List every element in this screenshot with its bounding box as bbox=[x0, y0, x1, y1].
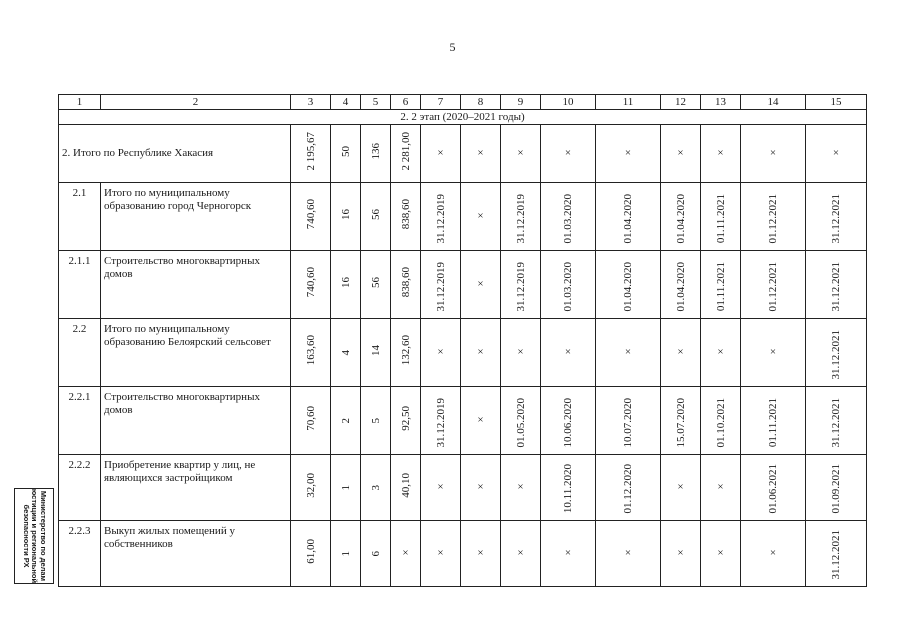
cell-col-10 bbox=[541, 183, 596, 251]
cell-value: 136 bbox=[369, 143, 382, 160]
cell-col-15 bbox=[806, 387, 867, 455]
cell-col-9 bbox=[501, 319, 541, 387]
cell-col-13 bbox=[701, 521, 741, 587]
cell-value: 01.11.2021 bbox=[767, 397, 779, 447]
stage-header-row bbox=[59, 110, 867, 125]
cell-col-13 bbox=[701, 183, 741, 251]
cell-col-6 bbox=[391, 125, 421, 183]
cell-col-9 bbox=[501, 183, 541, 251]
column-number: 10 bbox=[541, 95, 596, 110]
cell-value: 1 bbox=[339, 550, 352, 556]
cell-col-5 bbox=[361, 125, 391, 183]
cell-col-6 bbox=[391, 455, 421, 521]
column-number: 3 bbox=[291, 95, 331, 110]
cell-col-14 bbox=[741, 387, 806, 455]
cell-value: 31.12.2019 bbox=[514, 193, 527, 243]
column-number: 1 bbox=[59, 95, 101, 110]
cell-value: 838,60 bbox=[399, 199, 412, 230]
cell-value: 16 bbox=[339, 209, 352, 220]
not-applicable-mark: × bbox=[437, 147, 444, 159]
cell-col-7 bbox=[421, 387, 461, 455]
cell-col-6 bbox=[391, 521, 421, 587]
table-row bbox=[59, 387, 867, 455]
schedule-table bbox=[58, 94, 867, 587]
cell-col-8 bbox=[461, 251, 501, 319]
table-row bbox=[59, 521, 867, 587]
not-applicable-mark: × bbox=[477, 278, 484, 290]
not-applicable-mark: × bbox=[517, 346, 524, 358]
not-applicable-mark: × bbox=[717, 147, 724, 159]
not-applicable-mark: × bbox=[477, 147, 484, 159]
cell-value: 01.09.2021 bbox=[830, 463, 842, 513]
cell-col-8 bbox=[461, 387, 501, 455]
column-number: 7 bbox=[421, 95, 461, 110]
not-applicable-mark: × bbox=[717, 481, 724, 493]
column-number: 6 bbox=[391, 95, 421, 110]
cell-col-7 bbox=[421, 251, 461, 319]
cell-col-8 bbox=[461, 183, 501, 251]
column-number-row bbox=[59, 95, 867, 110]
row-number: 2.1 bbox=[59, 183, 101, 251]
cell-value: 838,60 bbox=[399, 267, 412, 298]
cell-col-6 bbox=[391, 319, 421, 387]
cell-value: 31.12.2021 bbox=[830, 529, 842, 579]
cell-value: 31.12.2019 bbox=[514, 261, 527, 311]
cell-col-3 bbox=[291, 319, 331, 387]
cell-value: 01.11.2021 bbox=[714, 261, 727, 311]
cell-value: 2 bbox=[339, 417, 352, 423]
not-applicable-mark: × bbox=[677, 547, 684, 559]
cell-col-12 bbox=[661, 387, 701, 455]
cell-col-9 bbox=[501, 125, 541, 183]
not-applicable-mark: × bbox=[517, 547, 524, 559]
column-number: 14 bbox=[741, 95, 806, 110]
cell-value: 3 bbox=[369, 484, 382, 490]
cell-value: 31.12.2021 bbox=[830, 261, 842, 311]
not-applicable-mark: × bbox=[564, 547, 572, 559]
cell-col-6 bbox=[391, 387, 421, 455]
cell-value: 01.04.2020 bbox=[622, 193, 634, 243]
cell-col-14 bbox=[741, 319, 806, 387]
cell-col-11 bbox=[596, 387, 661, 455]
cell-value: 163,60 bbox=[304, 335, 317, 366]
not-applicable-mark: × bbox=[437, 547, 444, 559]
row-label: Выкуп жилых помещений у собственников bbox=[101, 521, 291, 587]
stamp-text: Министерство по делам юстиции и региональной безопасности РХ bbox=[21, 488, 48, 584]
cell-value: 01.04.2020 bbox=[674, 193, 687, 243]
cell-value: 15.07.2020 bbox=[674, 397, 687, 447]
cell-col-3 bbox=[291, 183, 331, 251]
cell-col-11 bbox=[596, 183, 661, 251]
cell-col-5 bbox=[361, 319, 391, 387]
not-applicable-mark: × bbox=[769, 346, 777, 358]
cell-col-10 bbox=[541, 251, 596, 319]
cell-value: 4 bbox=[339, 349, 352, 355]
cell-col-10 bbox=[541, 125, 596, 183]
cell-col-9 bbox=[501, 455, 541, 521]
cell-value: 01.04.2020 bbox=[674, 261, 687, 311]
cell-value: 01.12.2021 bbox=[767, 261, 779, 311]
cell-value: 6 bbox=[369, 550, 382, 556]
cell-value: 01.12.2021 bbox=[767, 193, 779, 243]
cell-col-8 bbox=[461, 455, 501, 521]
cell-col-4 bbox=[331, 521, 361, 587]
table-row bbox=[59, 319, 867, 387]
cell-col-11 bbox=[596, 319, 661, 387]
not-applicable-mark: × bbox=[624, 547, 632, 559]
row-number: 2.2.2 bbox=[59, 455, 101, 521]
cell-col-5 bbox=[361, 183, 391, 251]
cell-value: 61,00 bbox=[304, 539, 317, 564]
cell-col-11 bbox=[596, 455, 661, 521]
cell-col-3 bbox=[291, 455, 331, 521]
cell-value: 01.03.2020 bbox=[562, 261, 574, 311]
cell-col-8 bbox=[461, 521, 501, 587]
cell-col-9 bbox=[501, 387, 541, 455]
cell-col-15 bbox=[806, 125, 867, 183]
cell-col-5 bbox=[361, 387, 391, 455]
cell-value: 32,00 bbox=[304, 473, 317, 498]
cell-col-12 bbox=[661, 183, 701, 251]
registration-stamp bbox=[14, 488, 54, 584]
cell-value: 1 bbox=[339, 484, 352, 490]
not-applicable-mark: × bbox=[477, 547, 484, 559]
cell-col-12 bbox=[661, 455, 701, 521]
column-number: 11 bbox=[596, 95, 661, 110]
not-applicable-mark: × bbox=[624, 346, 632, 358]
column-number: 13 bbox=[701, 95, 741, 110]
cell-col-11 bbox=[596, 521, 661, 587]
row-number: 2.2.3 bbox=[59, 521, 101, 587]
cell-col-15 bbox=[806, 455, 867, 521]
cell-col-4 bbox=[331, 183, 361, 251]
cell-col-4 bbox=[331, 125, 361, 183]
cell-col-12 bbox=[661, 319, 701, 387]
column-number: 5 bbox=[361, 95, 391, 110]
row-label: Строительство многоквартирных домов bbox=[101, 387, 291, 455]
cell-col-7 bbox=[421, 319, 461, 387]
not-applicable-mark: × bbox=[677, 346, 684, 358]
cell-col-7 bbox=[421, 521, 461, 587]
cell-col-14 bbox=[741, 521, 806, 587]
cell-value: 01.04.2020 bbox=[622, 261, 634, 311]
row-number: 2.1.1 bbox=[59, 251, 101, 319]
table-row bbox=[59, 455, 867, 521]
not-applicable-mark: × bbox=[477, 210, 484, 222]
cell-col-10 bbox=[541, 455, 596, 521]
cell-col-4 bbox=[331, 319, 361, 387]
cell-col-10 bbox=[541, 521, 596, 587]
cell-value: 31.12.2021 bbox=[830, 397, 842, 447]
cell-value: 01.05.2020 bbox=[514, 397, 527, 447]
column-number: 4 bbox=[331, 95, 361, 110]
cell-value: 01.11.2021 bbox=[714, 193, 727, 243]
row-label: Строительство многоквартирных домов bbox=[101, 251, 291, 319]
cell-col-9 bbox=[501, 521, 541, 587]
cell-value: 10.07.2020 bbox=[622, 397, 634, 447]
cell-col-7 bbox=[421, 455, 461, 521]
cell-value: 5 bbox=[369, 417, 382, 423]
cell-col-3 bbox=[291, 521, 331, 587]
column-number: 15 bbox=[806, 95, 867, 110]
cell-value: 01.10.2021 bbox=[714, 397, 727, 447]
cell-value: 31.12.2019 bbox=[434, 193, 447, 243]
cell-col-4 bbox=[331, 455, 361, 521]
not-applicable-mark: × bbox=[437, 481, 444, 493]
cell-col-5 bbox=[361, 251, 391, 319]
cell-col-8 bbox=[461, 125, 501, 183]
cell-value: 2 195,67 bbox=[304, 132, 317, 171]
cell-value: 740,60 bbox=[304, 267, 317, 298]
cell-col-15 bbox=[806, 319, 867, 387]
not-applicable-mark: × bbox=[477, 414, 484, 426]
cell-value: 01.03.2020 bbox=[562, 193, 574, 243]
row-label: 2. Итого по Республике Хакасия bbox=[59, 125, 291, 183]
cell-col-9 bbox=[501, 251, 541, 319]
cell-value: 16 bbox=[339, 277, 352, 288]
cell-value: 50 bbox=[339, 146, 352, 157]
cell-col-3 bbox=[291, 251, 331, 319]
row-label: Приобретение квартир у лиц, не являющихся застройщиком bbox=[101, 455, 291, 521]
cell-value: 132,60 bbox=[399, 335, 412, 366]
cell-col-14 bbox=[741, 251, 806, 319]
cell-col-13 bbox=[701, 455, 741, 521]
cell-value: 01.12.2020 bbox=[622, 463, 634, 513]
cell-value: 92,50 bbox=[399, 406, 412, 431]
cell-value: 31.12.2021 bbox=[830, 193, 842, 243]
row-label: Итого по муниципальному образованию город Черногорск bbox=[101, 183, 291, 251]
column-number: 12 bbox=[661, 95, 701, 110]
not-applicable-mark: × bbox=[564, 147, 572, 159]
cell-col-3 bbox=[291, 387, 331, 455]
not-applicable-mark: × bbox=[564, 346, 572, 358]
not-applicable-mark: × bbox=[677, 481, 684, 493]
cell-col-4 bbox=[331, 387, 361, 455]
stage-header: 2. 2 этап (2020–2021 годы) bbox=[59, 110, 867, 125]
not-applicable-mark: × bbox=[677, 147, 684, 159]
column-number: 8 bbox=[461, 95, 501, 110]
cell-value: 01.06.2021 bbox=[767, 463, 779, 513]
cell-value: 31.12.2021 bbox=[830, 329, 842, 379]
cell-value: 56 bbox=[369, 277, 382, 288]
column-number: 2 bbox=[101, 95, 291, 110]
cell-col-15 bbox=[806, 251, 867, 319]
cell-col-15 bbox=[806, 521, 867, 587]
cell-value: 70,60 bbox=[304, 406, 317, 431]
table-row bbox=[59, 125, 867, 183]
cell-value: 10.06.2020 bbox=[562, 397, 574, 447]
not-applicable-mark: × bbox=[769, 547, 777, 559]
cell-col-5 bbox=[361, 521, 391, 587]
cell-col-14 bbox=[741, 183, 806, 251]
cell-col-12 bbox=[661, 521, 701, 587]
cell-col-4 bbox=[331, 251, 361, 319]
cell-col-10 bbox=[541, 387, 596, 455]
cell-col-6 bbox=[391, 251, 421, 319]
cell-col-11 bbox=[596, 251, 661, 319]
not-applicable-mark: × bbox=[832, 147, 840, 159]
cell-value: 2 281,00 bbox=[399, 132, 412, 171]
cell-value: 740,60 bbox=[304, 199, 317, 230]
cell-value: 31.12.2019 bbox=[434, 397, 447, 447]
cell-col-13 bbox=[701, 125, 741, 183]
cell-col-6 bbox=[391, 183, 421, 251]
not-applicable-mark: × bbox=[517, 147, 524, 159]
cell-col-8 bbox=[461, 319, 501, 387]
cell-col-7 bbox=[421, 125, 461, 183]
cell-value: 56 bbox=[369, 209, 382, 220]
cell-col-12 bbox=[661, 251, 701, 319]
cell-col-7 bbox=[421, 183, 461, 251]
cell-col-12 bbox=[661, 125, 701, 183]
table-row bbox=[59, 183, 867, 251]
row-number: 2.2 bbox=[59, 319, 101, 387]
cell-value: 10.11.2020 bbox=[562, 463, 574, 513]
cell-value: 14 bbox=[369, 345, 382, 356]
row-label: Итого по муниципальному образованию Белоярский сельсовет bbox=[101, 319, 291, 387]
not-applicable-mark: × bbox=[437, 346, 444, 358]
cell-col-15 bbox=[806, 183, 867, 251]
not-applicable-mark: × bbox=[717, 547, 724, 559]
cell-col-10 bbox=[541, 319, 596, 387]
table-row bbox=[59, 251, 867, 319]
not-applicable-mark: × bbox=[624, 147, 632, 159]
cell-value: 40,10 bbox=[399, 473, 412, 498]
cell-value: 31.12.2019 bbox=[434, 261, 447, 311]
not-applicable-mark: × bbox=[477, 346, 484, 358]
cell-col-11 bbox=[596, 125, 661, 183]
row-number: 2.2.1 bbox=[59, 387, 101, 455]
cell-col-5 bbox=[361, 455, 391, 521]
cell-col-14 bbox=[741, 455, 806, 521]
page-number: 5 bbox=[449, 40, 456, 54]
cell-col-3 bbox=[291, 125, 331, 183]
not-applicable-mark: × bbox=[769, 147, 777, 159]
not-applicable-mark: × bbox=[717, 346, 724, 358]
cell-col-13 bbox=[701, 319, 741, 387]
not-applicable-mark: × bbox=[477, 481, 484, 493]
not-applicable-mark: × bbox=[402, 547, 409, 559]
cell-col-13 bbox=[701, 387, 741, 455]
not-applicable-mark: × bbox=[517, 481, 524, 493]
cell-col-13 bbox=[701, 251, 741, 319]
cell-col-14 bbox=[741, 125, 806, 183]
column-number: 9 bbox=[501, 95, 541, 110]
